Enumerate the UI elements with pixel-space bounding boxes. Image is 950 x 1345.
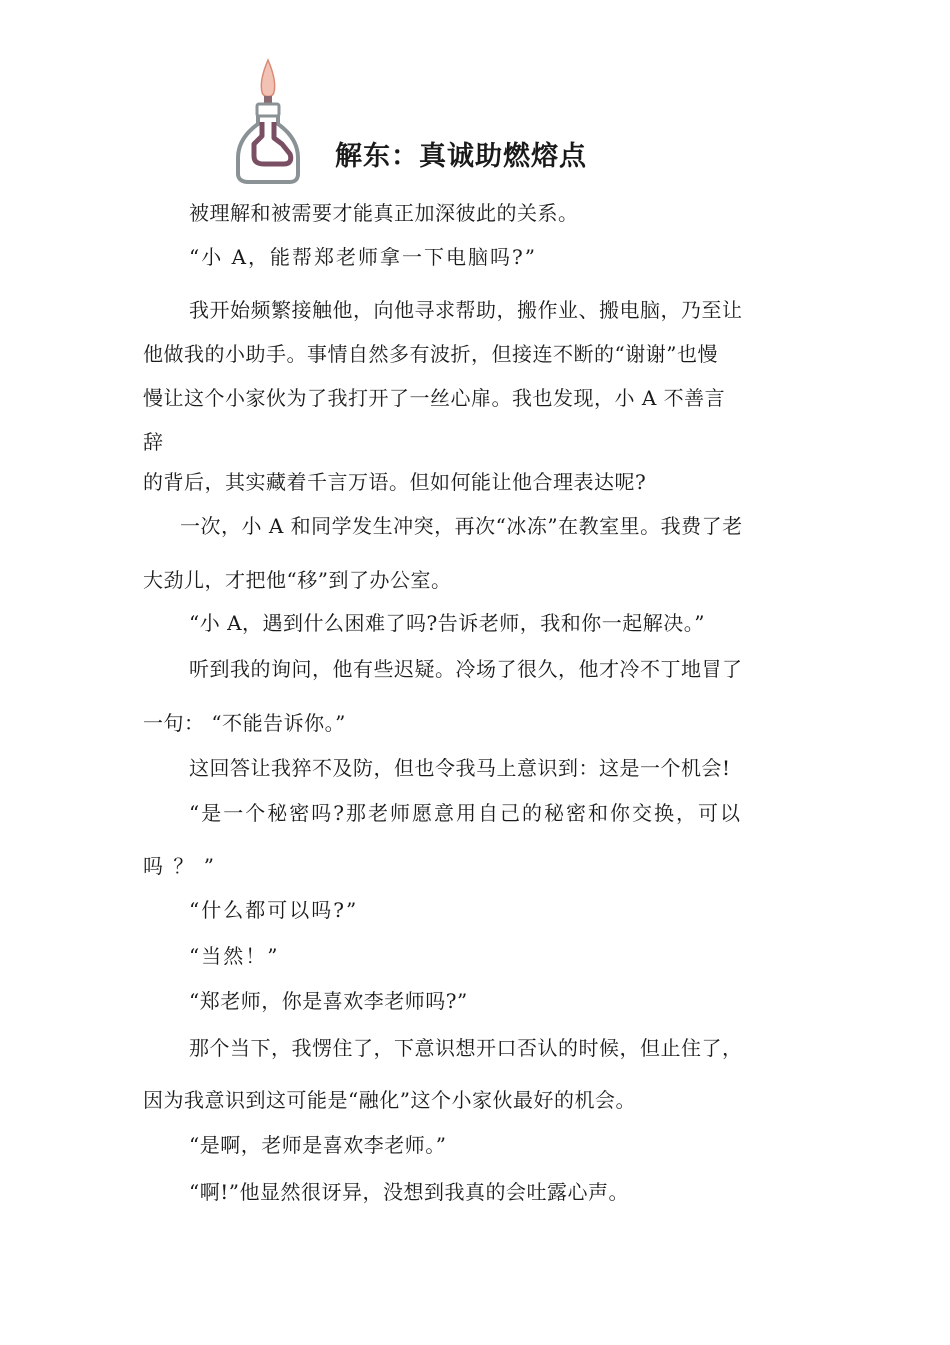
paragraph-line: “小 A，遇到什么困难了吗?告诉老师，我和你一起解决。” bbox=[189, 611, 705, 635]
paragraph-line: 被理解和被需要才能真正加深彼此的关系。 bbox=[189, 201, 579, 225]
paragraph-line: “当然！” bbox=[189, 944, 280, 968]
paragraph-line: 慢让这个小家伙为了我打开了一丝心扉。我也发现，小 A 不善言 bbox=[143, 386, 726, 410]
paragraph-line: “啊!”他显然很讶异，没想到我真的会吐露心声。 bbox=[189, 1180, 629, 1204]
paragraph-line: 他做我的小助手。事情自然多有波折，但接连不断的“谢谢”也慢 bbox=[143, 342, 718, 366]
paragraph-line: “小 A，能帮郑老师拿一下电脑吗?” bbox=[189, 245, 537, 269]
paragraph-line: “郑老师，你是喜欢李老师吗?” bbox=[189, 989, 468, 1013]
alcohol-lamp-icon bbox=[232, 58, 304, 184]
paragraph-line: 听到我的询问，他有些迟疑。冷场了很久，他才冷不丁地冒了 bbox=[189, 657, 743, 681]
paragraph-line: 一次，小 A 和同学发生冲突，再次“冰冻”在教室里。我费了老 bbox=[180, 514, 743, 538]
paragraph-line: 因为我意识到这可能是“融化”这个小家伙最好的机会。 bbox=[143, 1088, 636, 1112]
paragraph-line: “是啊，老师是喜欢李老师。” bbox=[189, 1133, 447, 1157]
paragraph-line: 的背后，其实藏着千言万语。但如何能让他合理表达呢? bbox=[143, 470, 647, 494]
paragraph-line: 大劲儿，才把他“移”到了办公室。 bbox=[143, 568, 452, 592]
paragraph-line: 吗 ？ ” bbox=[143, 854, 216, 878]
paragraph-line: “什么都可以吗?” bbox=[189, 898, 359, 922]
paragraph-line: 这回答让我猝不及防，但也令我马上意识到：这是一个机会! bbox=[189, 756, 731, 780]
paragraph-line: “是一个秘密吗?那老师愿意用自己的秘密和你交换，可以 bbox=[189, 801, 742, 825]
paragraph-line: 一句： “不能告诉你。” bbox=[143, 711, 346, 735]
paragraph-line: 那个当下，我愣住了，下意识想开口否认的时候，但止住了， bbox=[189, 1036, 743, 1060]
paragraph-line: 辞 bbox=[143, 430, 164, 454]
page-title: 解东：真诚助燃熔点 bbox=[335, 141, 587, 172]
paragraph-line: 我开始频繁接触他，向他寻求帮助，搬作业、搬电脑，乃至让 bbox=[189, 298, 743, 322]
